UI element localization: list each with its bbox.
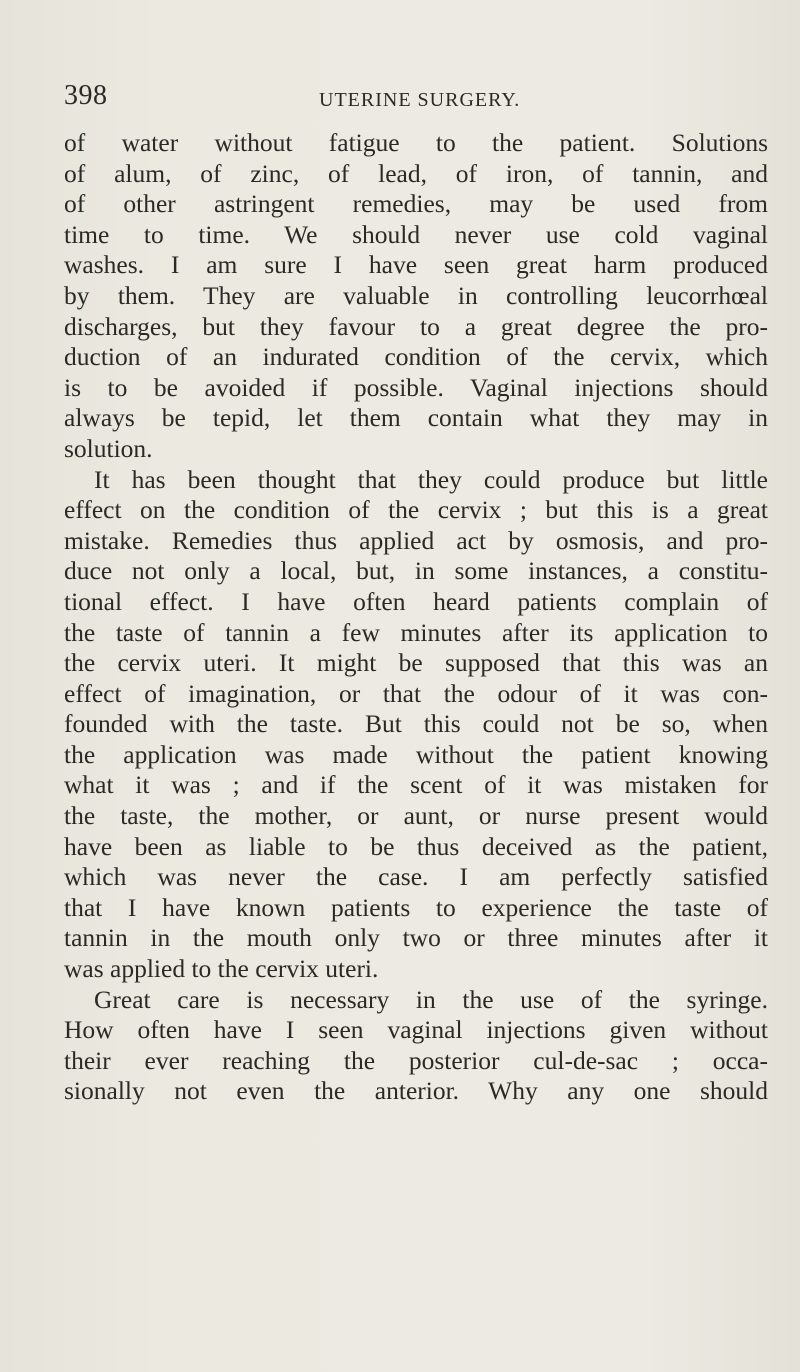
page-header xyxy=(64,80,754,114)
text-line: of other astringent remedies, may be used from xyxy=(64,189,768,219)
text-line: duction of an indurated condition of the cervix, which xyxy=(64,342,768,372)
text-line: that I have known patients to experience the taste of xyxy=(64,892,768,922)
text-line: tannin in the mouth only two or three minutes after it xyxy=(64,923,768,953)
text-line: solution. xyxy=(64,433,153,463)
text-line: Great care is necessary in the use of the syringe. xyxy=(94,984,768,1014)
body-text xyxy=(64,128,768,1107)
text-line: mistake. Remedies thus applied act by osmosis, and pro- xyxy=(64,525,768,555)
text-line: time to time. We should never use cold vaginal xyxy=(64,219,768,249)
page-number: 398 xyxy=(64,80,108,111)
text-line: have been as liable to be thus deceived as the patient, xyxy=(64,831,768,861)
text-line: It has been thought that they could produce but little xyxy=(94,464,768,494)
text-line: discharges, but they favour to a great degree the pro- xyxy=(64,311,768,341)
text-line: sionally not even the anterior. Why any one should xyxy=(64,1076,768,1106)
text-line: their ever reaching the posterior cul-de-sac ; occa- xyxy=(64,1045,768,1075)
text-line: effect on the condition of the cervix ; but this is a great xyxy=(64,495,768,525)
text-line: of alum, of zinc, of lead, of iron, of tannin, and xyxy=(64,158,768,188)
text-line: the taste, the mother, or aunt, or nurse present would xyxy=(64,801,768,831)
text-line: is to be avoided if possible. Vaginal injections should xyxy=(64,372,768,402)
text-line: the cervix uteri. It might be supposed that this was an xyxy=(64,648,768,678)
text-line: How often have I seen vaginal injections given without xyxy=(64,1015,768,1045)
text-line: duce not only a local, but, in some instances, a constitu- xyxy=(64,556,768,586)
running-title: UTERINE SURGERY. xyxy=(319,89,521,111)
text-line: the application was made without the patient knowing xyxy=(64,739,768,769)
text-line: the taste of tannin a few minutes after its application to xyxy=(64,617,768,647)
text-line: by them. They are valuable in controlling leucorrhœal xyxy=(64,280,768,310)
text-line: founded with the taste. But this could not be so, when xyxy=(64,709,768,739)
text-line: always be tepid, let them contain what they may in xyxy=(64,403,768,433)
text-line: was applied to the cervix uteri. xyxy=(64,954,379,984)
text-line: which was never the case. I am perfectly satisfied xyxy=(64,862,768,892)
text-line: washes. I am sure I have seen great harm produced xyxy=(64,250,768,280)
text-line: of water without fatigue to the patient. Solutions xyxy=(64,128,768,157)
text-line: tional effect. I have often heard patients complain of xyxy=(64,586,768,616)
text-line: what it was ; and if the scent of it was mistaken for xyxy=(64,770,768,800)
text-line: effect of imagination, or that the odour of it was con- xyxy=(64,678,768,708)
